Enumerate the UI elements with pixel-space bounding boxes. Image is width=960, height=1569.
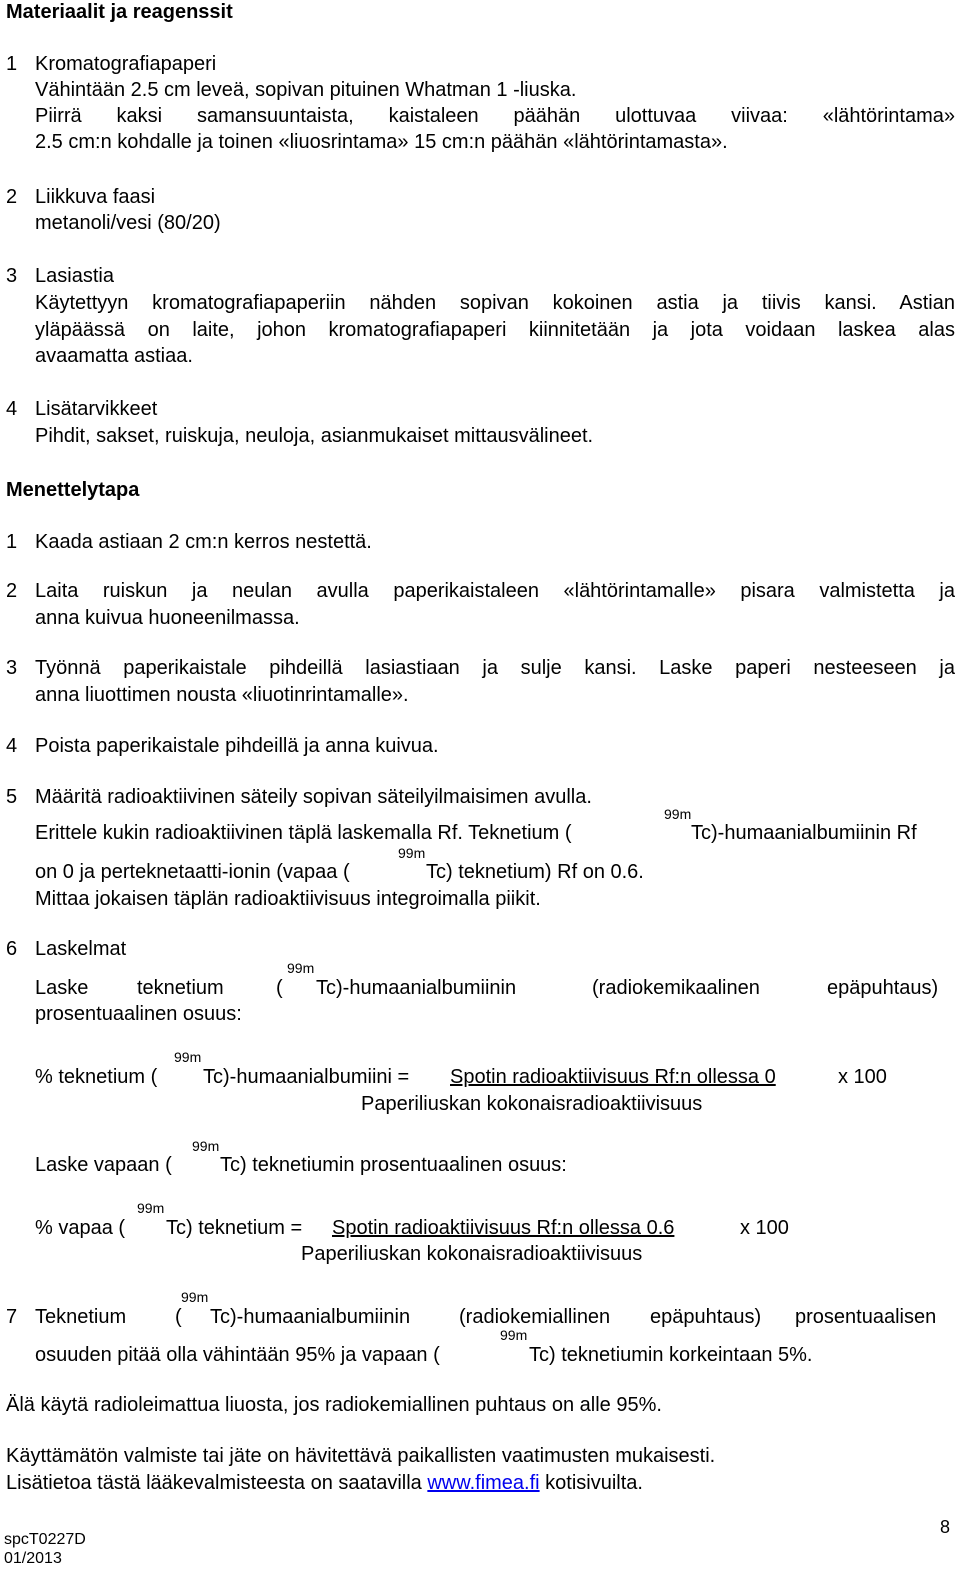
formula-numerator: Spotin radioaktiivisuus Rf:n ollessa 0.6 (332, 1217, 675, 1239)
formula-multiplier: x 100 (838, 1066, 887, 1088)
item-text: avaamatta astiaa. (35, 345, 193, 367)
step-text: Tc) teknetium) Rf on 0.6. (426, 861, 644, 883)
disposal-note: Käyttämätön valmiste tai jäte on hävitettävä paikallisten vaatimusten mukaisesti. (6, 1445, 716, 1467)
info-text: kotisivuilta. (539, 1472, 643, 1494)
step-text: anna kuivua huoneenilmassa. (35, 607, 300, 629)
formula-denominator: Paperiliuskan kokonaisradioaktiivisuus (361, 1093, 703, 1115)
step-text: anna liuottimen nousta «liuotinrintamalle». (35, 684, 409, 706)
step-number: 2 (6, 580, 18, 602)
step-text: osuuden pitää olla vähintään 95% ja vapaan ( (35, 1344, 440, 1366)
step-text: prosentuaalinen osuus: (35, 1003, 242, 1025)
step-text: Määritä radioaktiivinen säteily sopivan säteilyilmaisimen avulla. (35, 786, 592, 808)
step-text: ( (175, 1306, 182, 1328)
item-text: metanoli/vesi (80/20) (35, 212, 221, 234)
item-title: Liikkuva faasi (35, 186, 156, 208)
item-number: 2 (6, 186, 18, 208)
step-text: (radiokemikaalinen (592, 977, 760, 999)
step-text: Tc)-humaanialbumiinin (316, 977, 517, 999)
info-note (6, 1471, 643, 1495)
formula-denominator: Paperiliuskan kokonaisradioaktiivisuus (301, 1243, 643, 1265)
step-text: epäpuhtaus) (827, 977, 939, 999)
isotope-superscript: 99m (181, 1289, 209, 1305)
isotope-superscript: 99m (287, 960, 315, 976)
document-code: spcT0227D (4, 1531, 86, 1548)
step-text: Teknetium (35, 1306, 127, 1328)
isotope-superscript: 99m (500, 1327, 528, 1343)
isotope-superscript: 99m (398, 845, 426, 861)
item-title: Kromatografiapaperi (35, 53, 217, 75)
step-text: Kaada astiaan 2 cm:n kerros nestettä. (35, 531, 372, 553)
isotope-superscript: 99m (174, 1049, 202, 1065)
item-number: 4 (6, 398, 18, 420)
step-text: (radiokemiallinen (459, 1306, 611, 1328)
item-text: Pihdit, sakset, ruiskuja, neuloja, asianmukaiset mittausvälineet. (35, 425, 594, 447)
formula-text: Tc) teknetium = (166, 1217, 303, 1239)
step-text: Poista paperikaistale pihdeillä ja anna kuivua. (35, 735, 439, 757)
step-text: Tc) teknetiumin korkeintaan 5%. (529, 1344, 813, 1366)
item-text: Vähintään 2.5 cm leveä, sopivan pituinen Whatman 1 -liuska. (35, 79, 577, 101)
step-text: Tc) teknetiumin prosentuaalinen osuus: (220, 1154, 567, 1176)
formula-multiplier: x 100 (740, 1217, 789, 1239)
item-text: Piirrä kaksi samansuuntaista, kaistaleen päähän ulottuvaa viivaa: «lähtörintama» (35, 105, 955, 127)
step-text: Laske vapaan ( (35, 1154, 172, 1176)
step-text: Laita ruiskun ja neulan avulla paperikaistaleen «lähtörintamalle» pisara valmistetta ja (35, 580, 955, 602)
step-number: 7 (6, 1306, 18, 1328)
step-text: Mittaa jokaisen täplän radioaktiivisuus integroimalla piikit. (35, 888, 541, 910)
item-text: yläpäässä on laite, johon kromatografiapaperi kiinnitetään ja jota voidaan laskea alas (35, 319, 955, 341)
formula-text: Tc)-humaanialbumiini = (203, 1066, 410, 1088)
step-text: Erittele kukin radioaktiivinen täplä laskemalla Rf. Teknetium ( (35, 822, 572, 844)
step-text: Tc)-humaanialbumiinin (210, 1306, 411, 1328)
step-text: Tc)-humaanialbumiinin Rf (691, 822, 917, 844)
procedure-heading: Menettelytapa (6, 479, 140, 501)
step-text: Työnnä paperikaistale pihdeillä lasiastiaan ja sulje kansi. Laske paperi nesteeseen ja (35, 657, 955, 679)
item-title: Lasiastia (35, 265, 114, 287)
fimea-link[interactable]: www.fimea.fi (427, 1472, 540, 1494)
item-title: Lisätarvikkeet (35, 398, 158, 420)
isotope-superscript: 99m (137, 1200, 165, 1216)
materials-heading: Materiaalit ja reagenssit (6, 1, 233, 23)
step-text: prosentuaalisen (795, 1306, 937, 1328)
step-title: Laskelmat (35, 938, 127, 960)
warning-note: Älä käytä radioleimattua liuosta, jos radiokemiallinen puhtaus on alle 95%. (6, 1394, 662, 1416)
isotope-superscript: 99m (664, 806, 692, 822)
formula-text: % teknetium ( (35, 1066, 158, 1088)
document-date: 01/2013 (4, 1550, 62, 1567)
item-number: 1 (6, 53, 18, 75)
step-number: 5 (6, 786, 18, 808)
step-text: teknetium (137, 977, 224, 999)
step-text: ( (276, 977, 283, 999)
formula-numerator: Spotin radioaktiivisuus Rf:n ollessa 0 (450, 1066, 776, 1088)
step-number: 1 (6, 531, 18, 553)
item-text: 2.5 cm:n kohdalle ja toinen «liuosrintama» 15 cm:n päähän «lähtörintamasta». (35, 131, 728, 153)
info-text: Lisätietoa tästä lääkevalmisteesta on saatavilla (6, 1472, 428, 1494)
item-number: 3 (6, 265, 18, 287)
step-text: epäpuhtaus) (650, 1306, 762, 1328)
isotope-superscript: 99m (192, 1138, 220, 1154)
page-number: 8 (940, 1517, 951, 1537)
step-number: 3 (6, 657, 18, 679)
step-text: Laske (35, 977, 89, 999)
step-number: 4 (6, 735, 18, 757)
item-text: Käytettyyn kromatografiapaperiin nähden sopivan kokoinen astia ja tiivis kansi. Astian (35, 292, 955, 314)
formula-text: % vapaa ( (35, 1217, 126, 1239)
step-number: 6 (6, 938, 18, 960)
step-text: on 0 ja perteknetaatti-ionin (vapaa ( (35, 861, 350, 883)
